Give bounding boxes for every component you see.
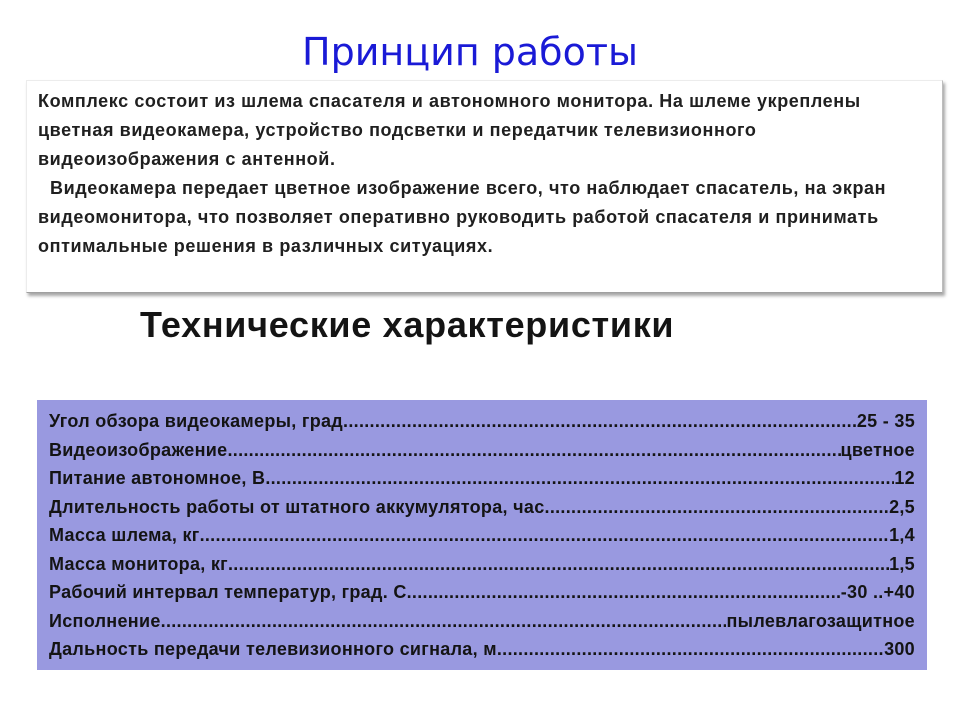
leader-dots (407, 578, 841, 607)
spec-row-temperature-range (49, 578, 915, 607)
spec-value: -30 ..+40 (840, 582, 915, 602)
leader-dots (227, 436, 840, 465)
intro-paragraph-1: Комплекс состоит из шлема спасателя и автономного монитора. На шлеме укреплены цветная видеокамера, устройство подсветки и передатчик телевизионного видеоизображения с антенной. (38, 91, 861, 169)
leader-dots (161, 607, 727, 636)
spec-label: Исполнение (49, 610, 161, 631)
specs-box (37, 400, 927, 670)
spec-label: Рабочий интервал температур, град. С (49, 582, 407, 602)
leader-dots (343, 407, 857, 436)
spec-label: Масса монитора, кг (49, 553, 228, 574)
leader-dots (228, 550, 889, 579)
spec-value: 2,5 (889, 496, 915, 517)
leader-dots (545, 493, 890, 522)
leader-dots (497, 635, 884, 664)
spec-value: цветное (840, 439, 915, 460)
spec-row-monitor-mass (49, 550, 915, 579)
slide-title: Принцип работы (302, 30, 638, 74)
spec-value: пылевлагозащитное (726, 610, 915, 631)
spec-value: 300 (884, 639, 915, 659)
spec-row-design (49, 607, 915, 636)
spec-label: Дальность передачи телевизионного сигнала, м (49, 639, 497, 659)
spec-label: Видеоизображение (49, 439, 228, 460)
spec-label: Питание автономное, В (49, 468, 266, 488)
spec-label: Угол обзора видеокамеры, град (49, 411, 344, 431)
intro-paragraph-2: Видеокамера передает цветное изображение всего, что наблюдает спасатель, на экран видеомонитора, что позволяет оперативно руководить работой спасателя и принимать оптимальные решения в различных ситуациях. (38, 178, 887, 256)
intro-text (38, 87, 918, 261)
spec-row-helmet-mass (49, 521, 915, 550)
specs-list (49, 407, 915, 664)
leader-dots (200, 521, 890, 550)
spec-row-video-image (49, 436, 915, 465)
spec-value: 25 - 35 (856, 411, 915, 431)
spec-label: Масса шлема, кг (49, 525, 200, 545)
spec-row-battery-life (49, 493, 915, 522)
spec-row-transmission-range (49, 635, 915, 664)
spec-label: Длительность работы от штатного аккумулятора, час (49, 496, 545, 517)
spec-value: 12 (894, 468, 915, 488)
spec-value: 1,5 (889, 553, 915, 574)
intro-text-box (26, 80, 943, 293)
leader-dots (265, 464, 894, 493)
specs-heading: Технические характеристики (140, 304, 675, 345)
spec-row-power (49, 464, 915, 493)
spec-value: 1,4 (889, 525, 915, 545)
spec-row-viewing-angle (49, 407, 915, 436)
